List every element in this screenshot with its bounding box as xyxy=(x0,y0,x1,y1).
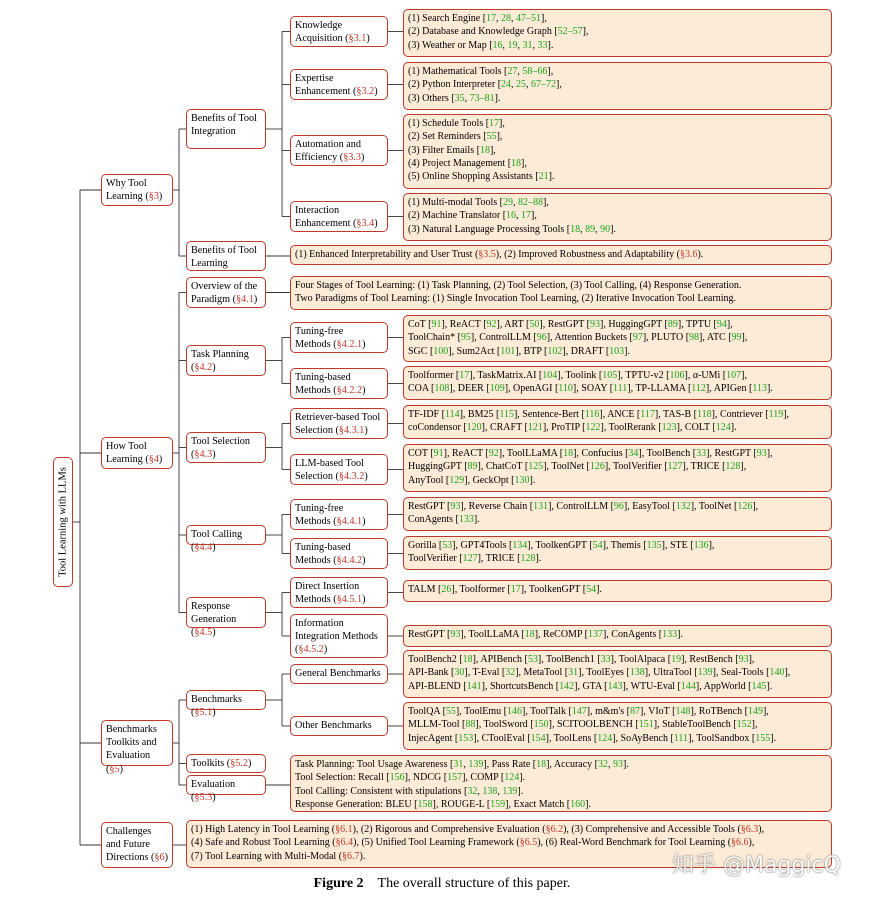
node-tuning-free-calling: Tuning-free Methods (§4.4.1) xyxy=(290,499,388,530)
node-tool-calling: Tool Calling (§4.4) xyxy=(186,525,266,545)
root-label: Tool Learning with LLMs xyxy=(57,467,69,577)
node-interaction: Interaction Enhancement (§3.4) xyxy=(290,201,388,232)
leaf-interaction: (1) Multi-modal Tools [29, 82–88], (2) Machine Translator [16, 17], (3) Natural Language Processing Tools [18, 89, 90]. xyxy=(403,193,832,241)
leaf-evaluation: Task Planning: Tool Usage Awareness [31, 139], Pass Rate [18], Accuracy [32, 93]. Tool Selection: Recall [156], NDCG [157], COMP [124]. Tool Calling: Consistent with stipulations [32, 138, 139]. Response Generation: BLEU [158], ROUGE-L [159], Exact Match [160]. xyxy=(290,755,832,812)
leaf-tuning-free-calling: RestGPT [93], Reverse Chain [131], ControlLLM [96], EasyTool [132], ToolNet [126], ConAgents [133]. xyxy=(403,497,832,531)
node-other-bench: Other Benchmarks xyxy=(290,716,388,736)
root-node xyxy=(53,457,73,587)
leaf-overview: Four Stages of Tool Learning: (1) Task Planning, (2) Tool Selection, (3) Tool Calling, (4) Response Generation. Two Paradigms of Tool Learning: (1) Single Invocation Tool Learning, (2) Iterative Invocation Tool Learning. xyxy=(290,276,832,310)
node-how: How Tool Learning (§4) xyxy=(101,437,173,469)
node-why: Why Tool Learning (§3) xyxy=(101,174,173,206)
node-tuning-based-calling: Tuning-based Methods (§4.4.2) xyxy=(290,538,388,569)
node-bench-root: Benchmarks Toolkits and Evaluation (§5) xyxy=(101,720,173,766)
leaf-tuning-based-calling: Gorilla [53], GPT4Tools [134], ToolkenGPT [54], Themis [135], STE [136], ToolVerifier [127], TRICE [128]. xyxy=(403,536,832,570)
node-evaluation: Evaluation (§5.3) xyxy=(186,775,266,795)
leaf-knowledge: (1) Search Engine [17, 28, 47–51], (2) Database and Knowledge Graph [52–57], (3) Weather or Map [16, 19, 31, 33]. xyxy=(403,9,832,57)
node-benefit-learning: Benefits of Tool Learning xyxy=(186,241,266,271)
node-automation: Automation and Efficiency (§3.3) xyxy=(290,135,388,166)
leaf-retriever: TF-IDF [114], BM25 [115], Sentence-Bert [116], ANCE [117], TAS-B [118], Contriever [119], coCondensor [120], CRAFT [121], ProTIP [122], ToolRerank [123], COLT [124]. xyxy=(403,405,832,439)
leaf-challenges: (1) High Latency in Tool Learning (§6.1), (2) Rigorous and Comprehensive Evaluation (§6.2), (3) Comprehensive and Accessible Tools (§6.3), (4) Safe and Robust Tool Learning (§6.4), (5) Unified Tool Learning Framework (§6.5), (6) Real-Word Benchmark for Tool Learning (§6.6), (7) Tool Learning with Multi-Modal (§6.7). xyxy=(186,820,832,868)
node-benchmarks: Benchmarks (§5.1) xyxy=(186,690,266,710)
leaf-llm-based: COT [91], ReACT [92], ToolLLaMA [18], Confucius [34], ToolBench [33], RestGPT [93], HuggingGPT [89], ChatCoT [125], ToolNet [126], ToolVerifier [127], TRICE [128], AnyTool [129], GeckOpt [130]. xyxy=(403,444,832,492)
node-general-bench: General Benchmarks xyxy=(290,664,388,684)
leaf-benefit-learning: (1) Enhanced Interpretability and User Trust (§3.5), (2) Improved Robustness and Adaptability (§3.6). xyxy=(290,245,832,265)
node-response: Response Generation (§4.5) xyxy=(186,597,266,628)
caption-figure-number: Figure 2 xyxy=(313,876,364,891)
node-benefit-integration: Benefits of Tool Integration xyxy=(186,109,266,149)
node-llm-based: LLM-based Tool Selection (§4.3.2) xyxy=(290,454,388,485)
leaf-tuning-based-planning: Toolformer [17], TaskMatrix.AI [104], Toolink [105], TPTU-v2 [106], α-UMi [107], COA [108], DEER [109], OpenAGI [110], SOAY [111], TP-LLAMA [112], APIGen [113]. xyxy=(403,366,832,400)
node-task-planning: Task Planning (§4.2) xyxy=(186,345,266,376)
node-retriever: Retriever-based Tool Selection (§4.3.1) xyxy=(290,408,388,439)
node-direct: Direct Insertion Methods (§4.5.1) xyxy=(290,577,388,608)
caption-text: The overall structure of this paper. xyxy=(377,876,571,891)
node-tuning-based-planning: Tuning-based Methods (§4.2.2) xyxy=(290,368,388,399)
node-tool-selection: Tool Selection (§4.3) xyxy=(186,432,266,463)
node-toolkits: Toolkits (§5.2) xyxy=(186,754,266,773)
node-challenges: Challenges and Future Directions (§6) xyxy=(101,822,173,868)
leaf-other-bench: ToolQA [55], ToolEmu [146], ToolTalk [147], m&m's [87], VIoT [148], RoTBench [149], MLLM-Tool [88], ToolSword [150], SCITOOLBENCH [151], StableToolBench [152], InjecAgent [153], CToolEval [154], ToolLens [124], SoAyBench [111], ToolSandbox [155]. xyxy=(403,702,832,750)
leaf-direct: TALM [26], Toolformer [17], ToolkenGPT [54]. xyxy=(403,580,832,602)
leaf-automation: (1) Schedule Tools [17], (2) Set Reminders [55], (3) Filter Emails [18], (4) Project Management [18], (5) Online Shopping Assistants [21]. xyxy=(403,114,832,189)
watermark: 知乎 @MaggicQ xyxy=(672,853,841,878)
leaf-information: RestGPT [93], ToolLLaMA [18], ReCOMP [137], ConAgents [133]. xyxy=(403,625,832,647)
node-expertise: Expertise Enhancement (§3.2) xyxy=(290,69,388,100)
leaf-tuning-free-planning: CoT [91], ReACT [92], ART [50], RestGPT [93], HuggingGPT [89], TPTU [94], ToolChain* [95], ControlLLM [96], Attention Buckets [97], PLUTO [98], ATC [99], SGC [100], Sum2Act [101], BTP [102], DRAFT [103]. xyxy=(403,315,832,362)
node-information: Information Integration Methods (§4.5.2) xyxy=(290,614,388,658)
node-overview: Overview of the Paradigm (§4.1) xyxy=(186,277,266,308)
leaf-general-bench: ToolBench2 [18], APIBench [53], ToolBench1 [33], ToolAlpaca [19], RestBench [93], API-Bank [30], T-Eval [32], MetaTool [31], ToolEyes [138], UltraTool [139], Seal-Tools [140], API-BLEND [141], ShortcutsBench [142], GTA [143], WTU-Eval [144], AppWorld [145]. xyxy=(403,650,832,698)
leaf-expertise: (1) Mathematical Tools [27, 58–66], (2) Python Interpreter [24, 25, 67–72], (3) Others [35, 73–81]. xyxy=(403,62,832,110)
node-tuning-free-planning: Tuning-free Methods (§4.2.1) xyxy=(290,322,388,353)
node-knowledge: Knowledge Acquisition (§3.1) xyxy=(290,16,388,47)
